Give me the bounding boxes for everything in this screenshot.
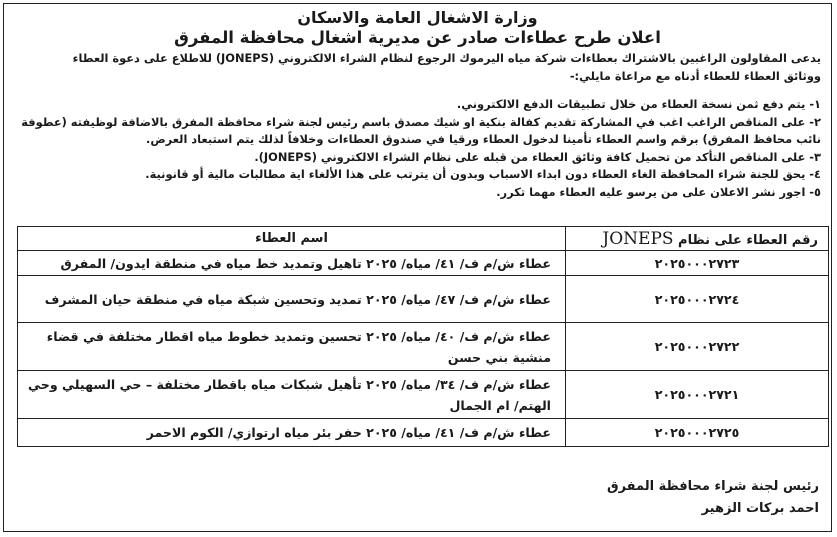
condition-item: ٢- على المناقص الراغب اغب في المشاركة تقديم كفالة بنكية او شيك مصدق باسم رئيس لجنة شراء محافظة المفرق بالاضافة لوظيفته (عطوفة [21,114,821,129]
intro-paragraph [12,50,821,85]
bid-name-cell: عطاء ش/م ف/ ٤١/ مياه/ ٢٠٢٥ حفر بئر مياه ارتوازي/ الكوم الاحمر [18,419,566,447]
column-header-bid-number-prefix: رقم العطاء على نظام [673,232,818,248]
condition-item: ٣- على المناقص التأكد من تحميل كافة وثائق العطاء من قبله على نظام الشراء الالكتروني (JONEPS). [254,149,821,164]
announcement-frame [3,3,832,532]
intro-line: ووثائق العطاء للعطاء أدناه مع مراعاة مايلي:- [569,68,821,83]
condition-item: ٥- اجور نشر الاعلان على من يرسو عليه العطاء مهما تكرر. [496,184,821,199]
table-header-row [18,227,829,251]
bid-name-cell: عطاء ش/م ف/ ٣٤/ مياه/ ٢٠٢٥ تأهيل شبكات مياه باقطار مختلفة – حي السهيلي وحي الهتم/ ام الجمال [18,371,566,419]
bid-number-cell: ٢٠٢٥٠٠٠٢٧٢٢ [566,323,829,371]
condition-item: ٤- يحق للجنة شراء المحافظة الغاء العطاء دون ابداء الاسباب وبدون أن يترتب على هذا الألغاء اية مطالبات مالية أو قانونية. [145,167,821,182]
bid-number-cell: ٢٠٢٥٠٠٠٢٧٢١ [566,371,829,419]
column-header-bid-number-system: JONEPS [602,228,674,249]
ministry-heading: وزارة الاشغال العامة والاسكان [297,8,538,27]
intro-line: يدعى المقاولون الراغبين بالاشتراك بعطاءات شركة مياه اليرموك الرجوع لنظام الشراء الالكتروني (JONEPS) للاطلاع على دعوة العطاء [72,51,821,65]
signature-block [607,476,819,520]
bid-name-cell: عطاء ش/م ف/ ٤٠/ مياه/ ٢٠٢٥ تحسين وتمديد خطوط مياه اقطار مختلفة في قضاء منشية بني حسن [18,323,566,371]
bid-number-cell: ٢٠٢٥٠٠٠٢٧٢٤ [566,276,829,323]
bid-number-cell: ٢٠٢٥٠٠٠٢٧٢٣ [566,251,829,276]
condition-item: ١- يتم دفع ثمن نسخة العطاء من خلال تطبيقات الدفع الالكتروني. [456,97,821,111]
column-header-bid-number [566,227,829,251]
table-row [18,251,829,276]
bids-table [17,226,829,447]
table-row [18,276,829,323]
bid-number-cell: ٢٠٢٥٠٠٠٢٧٢٥ [566,419,829,447]
bid-name-cell: عطاء ش/م ف/ ٤١/ مياه/ ٢٠٢٥ تاهيل وتمديد خط مياه في منطقة ايدون/ المفرق [18,251,566,276]
table-row [18,419,829,447]
condition-item: نائب محافظ المفرق) برقم واسم العطاء تأمينا لدخول العطاء ورقيا في صندوق العطاءات وخلافاً لذلك يتم استبعاد العرض. [146,132,821,147]
bid-name-cell: عطاء ش/م ف/ ٤٧/ مياه/ ٢٠٢٥ تمديد وتحسين شبكة مياه في منطقة حيان المشرف [18,276,566,323]
signature-name: احمد بركات الزهير [701,501,819,516]
announcement-title: اعلان طرح عطاءات صادر عن مديرية اشغال محافظة المفرق [174,28,661,47]
conditions-list [12,96,821,202]
table-row [18,371,829,419]
table-row [18,323,829,371]
column-header-bid-name: اسم العطاء [18,227,566,251]
signature-title: رئيس لجنة شراء محافظة المفرق [606,479,819,494]
